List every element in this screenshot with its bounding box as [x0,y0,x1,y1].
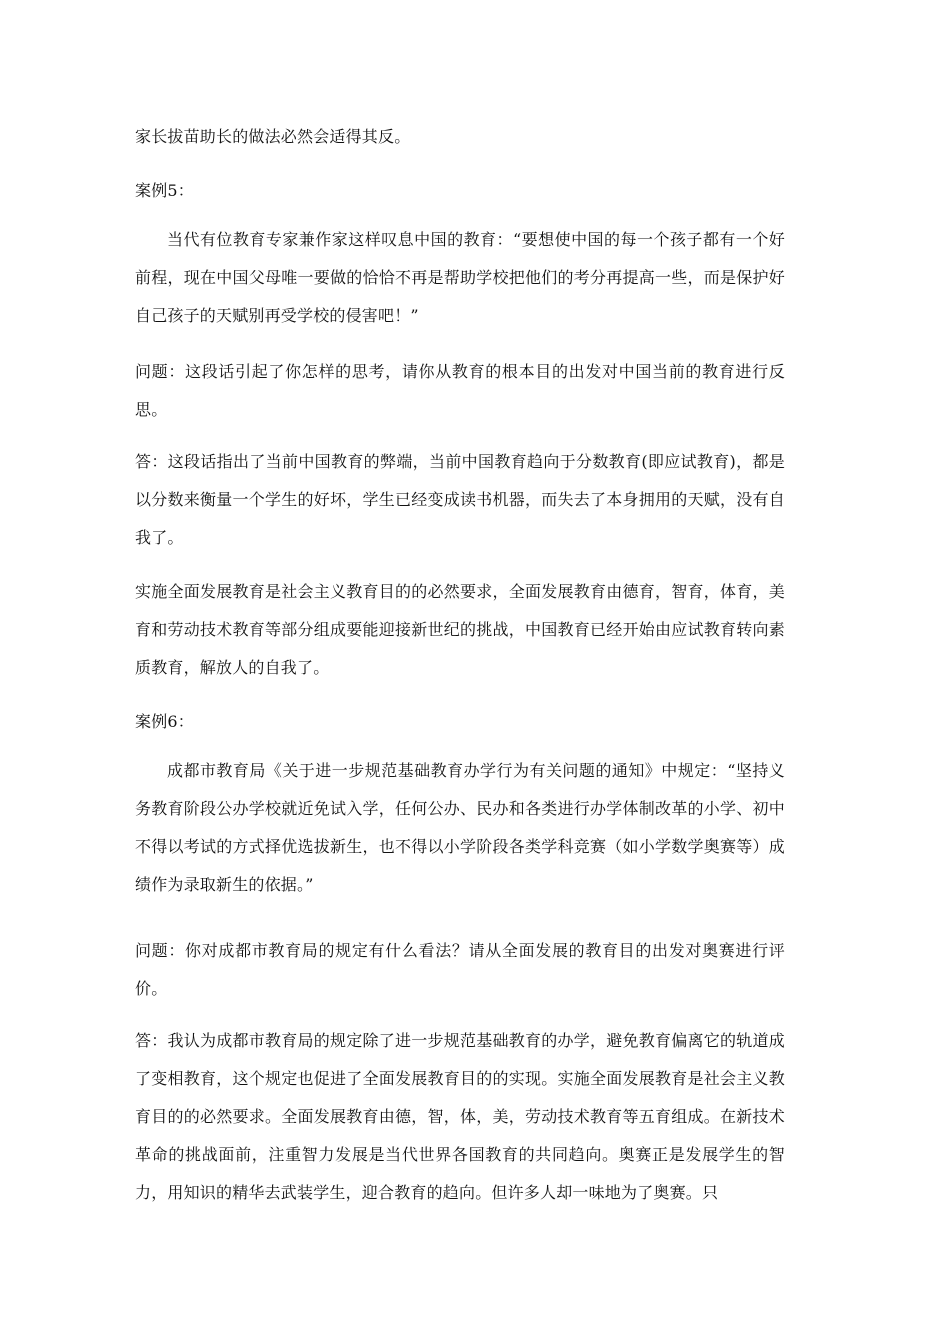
case-6-answer: 答：我认为成都市教育局的规定除了进一步规范基础教育的办学，避免教育偏离它的轨道成了变相教育，这个规定也促进了全面发展教育目的的实现。实施全面发展教育是社会主义教育目的的必然要求。全面发展教育由德，智，体，美，劳动技术教育等五育组成。在新技术革命的挑战面前，注重智力发展是当代世界各国教育的共同趋向。奥赛正是发展学生的智力，用知识的精华去武装学生，迎合教育的趋向。但许多人却一味地为了奥赛。只 [135,1031,785,1202]
case-6-question: 问题：你对成都市教育局的规定有什么看法？请从全面发展的教育目的出发对奥赛进行评价。 [135,941,785,998]
case-6-heading: 案例6： [135,712,194,731]
case-5-answer: 答：这段话指出了当前中国教育的弊端，当前中国教育趋向于分数教育(即应试教育)，都是以分数来衡量一个学生的好坏，学生已经变成读书机器，而失去了本身拥用的天赋，没有自我了。 [135,452,785,547]
case-5-heading: 案例5： [135,181,194,200]
case-5-question: 问题：这段话引起了你怎样的思考，请你从教育的根本目的出发对中国当前的教育进行反思。 [135,362,785,419]
paragraph-conclusion: 家长拔苗助长的做法必然会适得其反。 [135,127,411,146]
case-5-answer-continued: 实施全面发展教育是社会主义教育目的的必然要求，全面发展教育由德育，智育，体育，美育和劳动技术教育等部分组成要能迎接新世纪的挑战，中国教育已经开始由应试教育转向素质教育，解放人的自我了。 [135,582,785,677]
case-6-regulation: 成都市教育局《关于进一步规范基础教育办学行为有关问题的通知》中规定：“坚持义务教育阶段公办学校就近免试入学，任何公办、民办和各类进行办学体制改革的小学、初中不得以考试的方式择优选拔新生，也不得以小学阶段各类学科竞赛（如小学数学奥赛等）成绩作为录取新生的依据。” [135,761,785,894]
case-5-quote: 当代有位教育专家兼作家这样叹息中国的教育：“要想使中国的每一个孩子都有一个好前程，现在中国父母唯一要做的恰恰不再是帮助学校把他们的考分再提高一些，而是保护好自己孩子的天赋别再受学校的侵害吧！” [135,230,785,325]
